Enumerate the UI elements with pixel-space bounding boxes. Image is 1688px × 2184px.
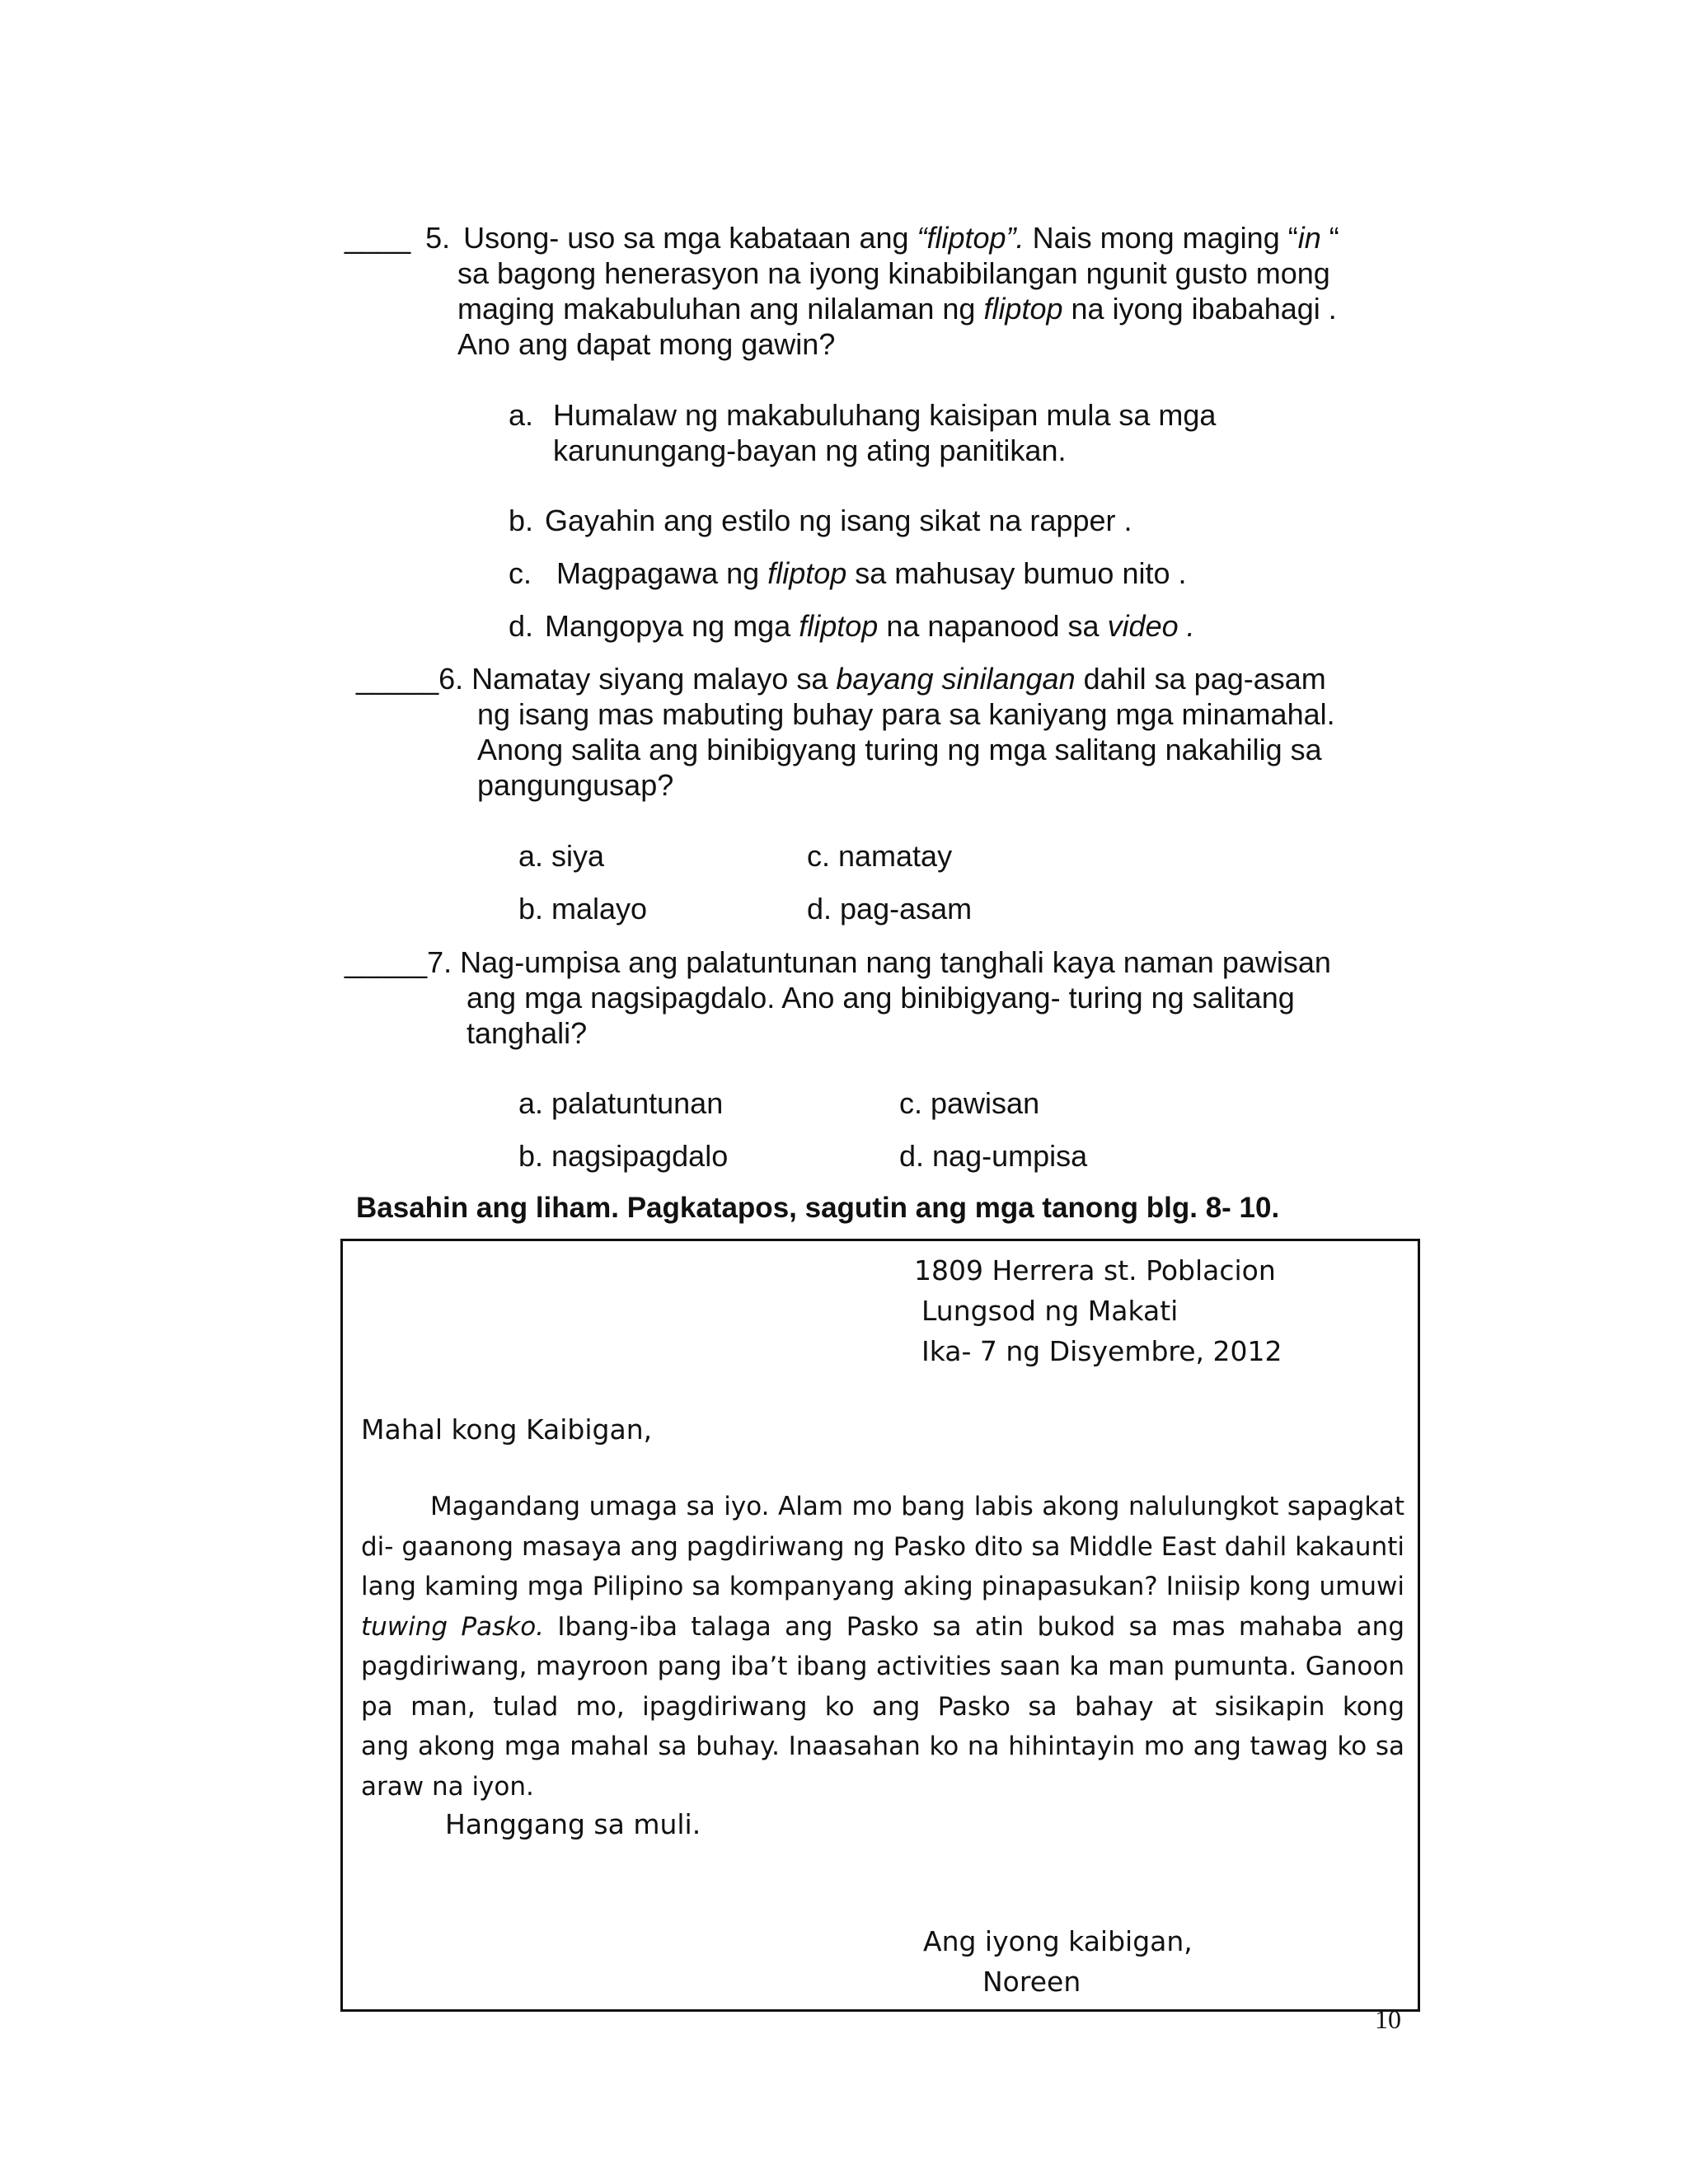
reading-instruction: Basahin ang liham. Pagkatapos, sagutin ang mga tanong blg. 8- 10. xyxy=(356,1192,1280,1224)
question-number: 6. xyxy=(438,662,464,696)
letter-body-line: lang kaming mga Pilipino sa kompanyang aking pinapasukan? Iniisip kong umuwi xyxy=(361,1572,1404,1601)
letter-date: Ika- 7 ng Disyembre, 2012 xyxy=(921,1335,1282,1367)
q5-option-d: d. Mangopya ng mga fliptop na napanood sa video . xyxy=(509,609,1195,643)
letter-signoff: Ang iyong kaibigan, xyxy=(923,1925,1193,1957)
question-6-line-4: pangungusap? xyxy=(477,768,674,802)
letter-body-line: araw na iyon. xyxy=(361,1771,534,1802)
question-5-line-1 xyxy=(345,220,1339,255)
q5-option-a-letter: a. xyxy=(509,398,534,432)
question-6-line-2: ng isang mas mabuting buhay para sa kaniyang mga minamahal. xyxy=(477,697,1335,731)
letter-body xyxy=(361,1487,1404,1807)
q7-option-d: d. nag-umpisa xyxy=(899,1139,1088,1173)
question-7-line-3: tanghali? xyxy=(467,1016,588,1050)
q5-option-c: c. Magpagawa ng fliptop sa mahusay bumuo nito . xyxy=(509,556,1187,590)
letter-body-line: Magandang umaga sa iyo. Alam mo bang labis akong nalulungkot sapagkat xyxy=(430,1492,1404,1521)
q6-option-a: a. siya xyxy=(518,839,605,873)
question-number: 5. xyxy=(425,221,451,255)
q6-option-d: d. pag-asam xyxy=(807,892,973,926)
letter-address-line-2: Lungsod ng Makati xyxy=(921,1295,1179,1327)
q5-option-b: b. Gayahin ang estilo ng isang sikat na rapper . xyxy=(509,504,1132,537)
question-text: Usong- uso sa mga kabataan ang “fliptop”. Nais mong maging “in “ xyxy=(463,221,1339,255)
letter-body-line: pa man, tulad mo, ipagdiriwang ko ang Pasko sa bahay at sisikapin kong xyxy=(361,1691,1404,1722)
question-5-line-3: maging makabuluhan ang nilalaman ng fliptop na iyong ibabahagi . xyxy=(457,292,1337,326)
question-number: 7. xyxy=(427,945,452,979)
q7-option-a: a. palatuntunan xyxy=(518,1086,724,1120)
letter-body-line: pagdiriwang, mayroon pang iba’t ibang activities saan ka man pumunta. Ganoon xyxy=(361,1652,1404,1681)
q6-option-b: b. malayo xyxy=(518,892,648,926)
question-text: Nag-umpisa ang palatuntunan nang tanghali kaya naman pawisan xyxy=(460,945,1331,979)
answer-blank[interactable]: _____ xyxy=(345,945,428,979)
letter-body-line: ang akong mga mahal sa buhay. Inaasahan ko na hihintayin mo ang tawag ko sa xyxy=(361,1732,1404,1761)
question-5-line-4: Ano ang dapat mong gawin? xyxy=(457,327,836,361)
question-6-line-1 xyxy=(356,661,1326,696)
question-5-line-2: sa bagong henerasyon na iyong kinabibilangan ngunit gusto mong xyxy=(457,256,1330,290)
question-7-line-1 xyxy=(345,944,1331,980)
q6-option-c: c. namatay xyxy=(807,839,953,873)
letter-body-line: tuwing Pasko. Ibang-iba talaga ang Pasko sa atin bukod sa mas mahaba ang xyxy=(361,1611,1404,1642)
question-6-line-3: Anong salita ang binibigyang turing ng mga salitang nakahilig sa xyxy=(477,733,1322,766)
question-7-line-2: ang mga nagsipagdalo. Ano ang binibigyang- turing ng salitang xyxy=(467,981,1295,1015)
letter-body-line: di- gaanong masaya ang pagdiriwang ng Pasko dito sa Middle East dahil kakaunti xyxy=(361,1531,1404,1562)
letter-salutation: Mahal kong Kaibigan, xyxy=(361,1413,653,1446)
q7-option-b: b. nagsipagdalo xyxy=(518,1139,729,1173)
letter-box xyxy=(340,1239,1420,2012)
letter-address-line-1: 1809 Herrera st. Poblacion xyxy=(914,1254,1276,1286)
q5-option-a-line-2: karunungang-bayan ng ating panitikan. xyxy=(553,434,1067,467)
answer-blank[interactable]: ____ xyxy=(345,221,411,255)
question-text: Namatay siyang malayo sa bayang sinilangan dahil sa pag-asam xyxy=(471,662,1326,696)
answer-blank[interactable]: _____ xyxy=(356,662,439,696)
page-number: 10 xyxy=(1375,2004,1401,2034)
letter-closing-line: Hanggang sa muli. xyxy=(445,1808,701,1840)
q7-option-c: c. pawisan xyxy=(899,1086,1040,1120)
letter-italic-phrase: tuwing Pasko. xyxy=(361,1611,545,1642)
letter-signature: Noreen xyxy=(982,1966,1081,1998)
q5-option-a-line-1: Humalaw ng makabuluhang kaisipan mula sa mga xyxy=(553,398,1217,432)
